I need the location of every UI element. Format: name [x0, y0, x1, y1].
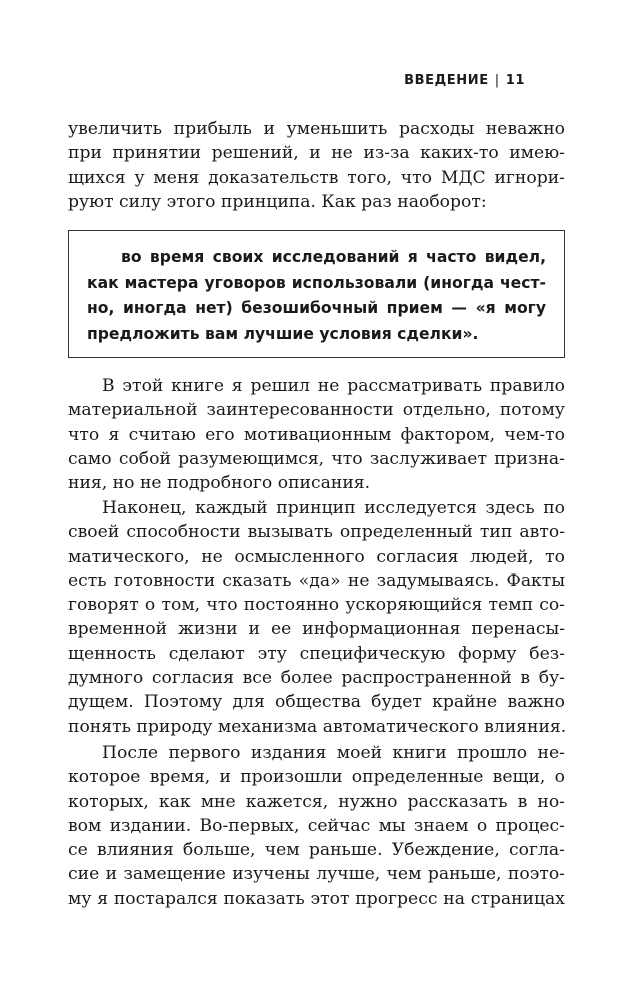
text-line: временной жизни и ее информационная перенасы- — [68, 619, 565, 640]
quote-line: как мастера уговоров использовали (иногда чест- — [87, 273, 546, 292]
text-line: вом издании. Во-первых, сейчас мы знаем о процес- — [68, 815, 565, 836]
text-line: которое время, и произошли определенные вещи, о — [68, 767, 565, 788]
text-line: говорят о том, что постоянно ускоряющийся темп со- — [68, 595, 565, 616]
text-line: думного согласия все более распространенной в бу- — [68, 668, 565, 689]
text-line: щенность сделают эту специфическую форму без- — [68, 643, 565, 664]
quote-text — [87, 245, 546, 347]
quote-line: во время своих исследований я часто видел, — [121, 248, 546, 266]
page-number: 11 — [505, 73, 525, 88]
text-line: ния, но не подробного описания. — [68, 473, 371, 494]
running-header — [404, 73, 525, 88]
text-line: руют силу этого принципа. Как раз наоборот: — [68, 191, 487, 212]
paragraph-2 — [68, 374, 565, 495]
text-line: при принятии решений, и не из-за каких-то имею- — [68, 143, 565, 164]
text-line: увеличить прибыль и уменьшить расходы неважно — [68, 119, 565, 139]
text-line: матического, не осмысленного согласия людей, то — [68, 546, 565, 567]
paragraph-3 — [68, 496, 565, 739]
text-line: дущем. Поэтому для общества будет крайне важно — [68, 692, 565, 713]
quote-line: предложить вам лучшие условия сделки». — [87, 324, 479, 343]
text-line: се влияния больше, чем раньше. Убеждение, согла- — [68, 840, 565, 861]
text-line: сие и замещение изучены лучше, чем раньше, поэто- — [68, 864, 565, 885]
header-separator: | — [494, 73, 500, 88]
text-line: есть готовности сказать «да» не задумываясь. Факты — [68, 570, 565, 591]
text-line: Наконец, каждый принцип исследуется здесь по — [102, 498, 565, 518]
quote-line: но, иногда нет) безошибочный прием — «я могу — [87, 299, 546, 317]
text-line: му я постарался показать этот прогресс на страницах — [68, 888, 565, 909]
text-line: которых, как мне кажется, нужно рассказать в но- — [68, 791, 565, 812]
text-line: щихся у меня доказательств того, что МДС игнори- — [68, 167, 565, 188]
quote-box — [68, 230, 565, 358]
text-line: В этой книге я решил не рассматривать правило — [102, 376, 565, 396]
paragraph-intro — [68, 117, 565, 214]
text-line: само собой разумеющимся, что заслуживает призна- — [68, 448, 565, 469]
text-line: понять природу механизма автоматического влияния. — [68, 716, 567, 737]
text-line: материальной заинтересованности отдельно, потому — [68, 400, 565, 421]
text-line: После первого издания моей книги прошло не- — [102, 743, 565, 763]
text-line: что я считаю его мотивационным фактором, чем-то — [68, 424, 565, 445]
paragraph-4 — [68, 741, 565, 911]
section-title: ВВЕДЕНИЕ — [404, 73, 489, 88]
text-line: своей способности вызывать определенный тип авто- — [68, 522, 565, 543]
